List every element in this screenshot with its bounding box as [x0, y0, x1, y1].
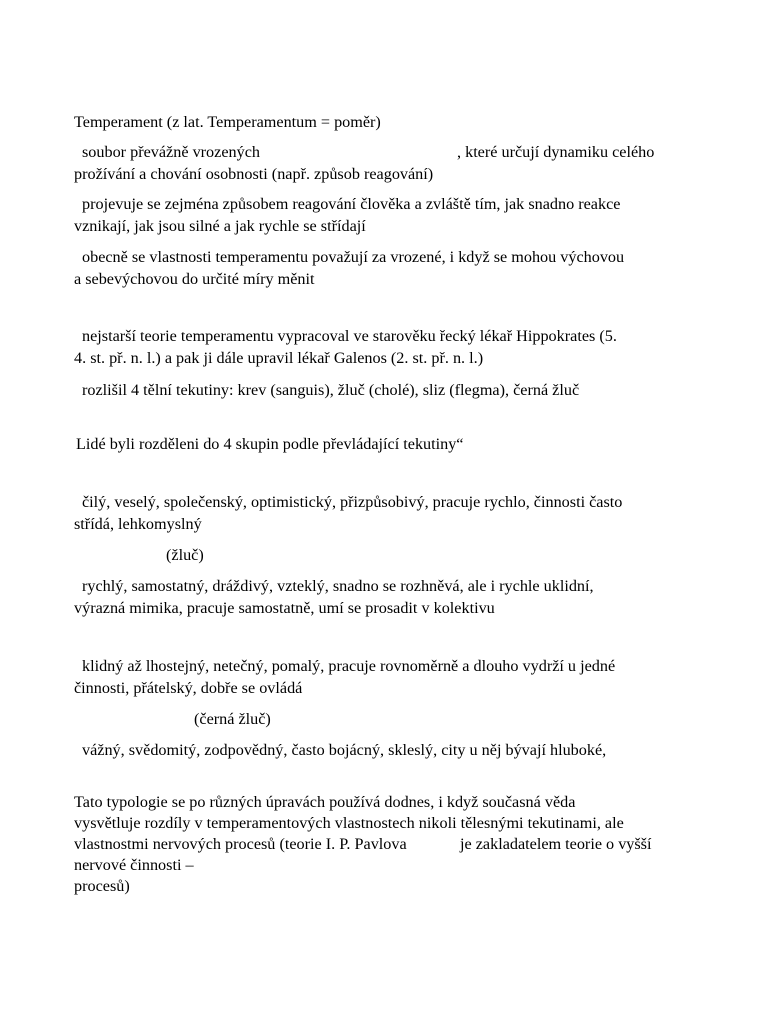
- text-line: , které určují dynamiku celého: [457, 143, 655, 161]
- text-line: projevuje se zejména způsobem reagování člověka a zvláště tím, jak snadno reakce: [82, 195, 621, 213]
- text-line: nervové činnosti –: [74, 856, 194, 874]
- text-line: nejstarší teorie temperamentu vypracoval ve starověku řecký lékař Hippokrates (5.: [82, 327, 617, 345]
- text-line: Tato typologie se po různých úpravách používá dodnes, i když současná věda: [74, 793, 576, 811]
- text-line: obecně se vlastnosti temperamentu považují za vrozené, i když se mohou výchovou: [82, 248, 625, 266]
- text-line: vážný, svědomitý, zodpovědný, často bojácný, skleslý, city u něj bývají hluboké,: [82, 741, 607, 759]
- text-line: činnosti, přátelský, dobře se ovládá: [74, 679, 303, 697]
- text-line: je zakladatelem teorie o vyšší: [460, 835, 652, 853]
- text-line: čilý, veselý, společenský, optimistický, přizpůsobivý, pracuje rychlo, činnosti často: [82, 493, 623, 511]
- text-line: procesů): [74, 877, 130, 895]
- text-line: (žluč): [166, 546, 204, 564]
- text-line: Lidé byli rozděleni do 4 skupin podle převládající tekutiny“: [76, 435, 464, 453]
- text-line: prožívání a chování osobnosti (např. způsob reagování): [74, 165, 434, 183]
- text-line: vlastnostmi nervových procesů (teorie I. P. Pavlova: [74, 835, 407, 853]
- text-line: vznikají, jak jsou silné a jak rychle se střídají: [74, 217, 366, 235]
- text-line: výrazná mimika, pracuje samostatně, umí se prosadit v kolektivu: [74, 599, 495, 617]
- text-line: rozlišil 4 tělní tekutiny: krev (sanguis), žluč (cholé), sliz (flegma), černá žluč: [82, 381, 580, 399]
- text-line: střídá, lehkomyslný: [74, 515, 202, 533]
- text-line: a sebevýchovou do určité míry měnit: [74, 270, 315, 288]
- text-line: rychlý, samostatný, dráždivý, vzteklý, snadno se rozhněvá, ale i rychle uklidní,: [82, 577, 594, 595]
- text-line: 4. st. př. n. l.) a pak ji dále upravil lékař Galenos (2. st. př. n. l.): [74, 349, 484, 367]
- text-line: vysvětluje rozdíly v temperamentových vlastnostech nikoli tělesnými tekutinami, ale: [74, 814, 624, 832]
- text-line: (černá žluč): [194, 710, 271, 728]
- text-line: klidný až lhostejný, netečný, pomalý, pracuje rovnoměrně a dlouho vydrží u jedné: [82, 657, 616, 675]
- document-title-line: Temperament (z lat. Temperamentum = poměr): [74, 113, 381, 131]
- text-line: soubor převážně vrozených: [82, 143, 260, 161]
